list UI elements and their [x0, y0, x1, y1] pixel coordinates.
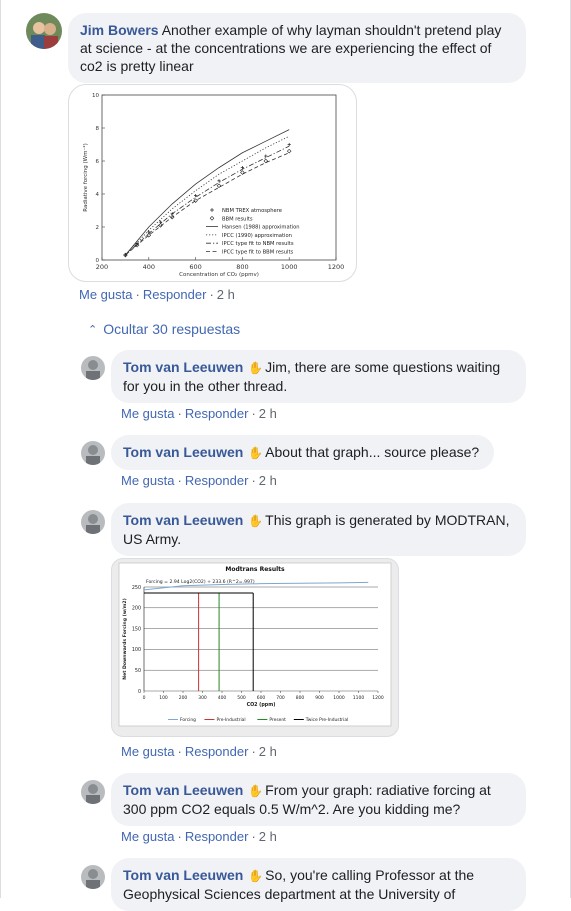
y-tick-label: 0 [95, 258, 99, 264]
legend-label: IPCC type fit to NBM results [222, 241, 294, 248]
reply-actions: Me gusta · Responder · 2 h [121, 406, 277, 421]
wave-icon: ✋ [248, 446, 264, 460]
reply-author[interactable]: Tom van Leeuwen [123, 359, 244, 375]
y-tick-label: 2 [95, 225, 99, 231]
legend-label: Twice Pre-Industrial [305, 718, 349, 723]
x-tick-label: 1200 [327, 263, 345, 271]
avatar[interactable] [81, 510, 105, 534]
reply-bubble [111, 773, 526, 826]
timestamp[interactable]: 2 h [216, 287, 235, 302]
reply-actions: Me gusta · Responder · 2 h [121, 473, 277, 488]
x-tick-label: 800 [295, 696, 305, 701]
y-tick-label: 100 [131, 648, 141, 654]
x-tick-label: 1200 [372, 696, 384, 701]
y-tick-label: 4 [95, 192, 99, 198]
legend-label: IPCC (1990) approximation [222, 232, 292, 239]
data-point [287, 149, 291, 153]
x-tick-label: 900 [315, 696, 324, 701]
reply-author[interactable]: Tom van Leeuwen [123, 512, 244, 528]
reply-author[interactable]: Tom van Leeuwen [123, 444, 244, 460]
x-tick-label: 700 [276, 696, 285, 701]
wave-icon: ✋ [248, 361, 264, 375]
x-tick-label: 0 [142, 696, 146, 701]
y-tick-label: 8 [95, 126, 99, 132]
reply-actions: Me gusta · Responder · 2 h [121, 829, 277, 844]
y-tick-label: 10 [92, 93, 99, 99]
chart-legend [206, 208, 300, 256]
reply-link[interactable]: Responder [184, 406, 249, 421]
reply-link[interactable]: Responder [142, 287, 207, 302]
reply-bubble [111, 858, 526, 911]
reply-bubble [111, 435, 494, 470]
hide-replies-label: Ocultar 30 respuestas [103, 321, 241, 337]
timestamp[interactable]: 2 h [258, 473, 277, 488]
reply-text: This graph is generated by MODTRAN, US Army. [123, 512, 510, 547]
comment-actions: Me gusta · Responder · 2 h [79, 287, 235, 302]
y-tick-label: 0 [137, 689, 141, 695]
like-link[interactable]: Me gusta [121, 744, 175, 759]
radiative-forcing-chart [69, 85, 356, 281]
legend-label: Present [269, 718, 286, 723]
legend-label: NBM TREX atmosphere [222, 208, 282, 214]
reply-bubble [111, 350, 526, 403]
chart-canvas [119, 563, 391, 726]
reply-link[interactable]: Responder [184, 744, 249, 759]
y-tick-label: 200 [131, 606, 141, 612]
x-tick-label: 100 [159, 696, 168, 701]
x-tick-label: 1000 [333, 696, 345, 701]
chevron-up-icon: ⌃ [88, 324, 98, 336]
wave-icon: ✋ [248, 514, 264, 528]
x-tick-label: 500 [237, 696, 246, 701]
x-tick-label: 300 [198, 696, 207, 701]
reply-link[interactable]: Responder [184, 829, 249, 844]
like-link[interactable]: Me gusta [121, 406, 175, 421]
series-line [125, 153, 289, 255]
x-tick-label: 1100 [352, 696, 365, 701]
x-tick-label: 200 [178, 696, 188, 701]
legend-label: Forcing [180, 718, 196, 723]
reply-text: About that graph... source please? [265, 444, 480, 460]
x-tick-label: 200 [95, 263, 109, 271]
avatar[interactable] [81, 865, 105, 889]
legend-swatch [210, 216, 214, 220]
legend-label: Pre-Industrial [216, 718, 246, 723]
y-tick-label: 250 [131, 585, 141, 591]
reply-text: Jim, there are some questions waiting for you in the other thread. [123, 359, 501, 394]
timestamp[interactable]: 2 h [258, 829, 277, 844]
comment-image[interactable] [68, 84, 357, 282]
y-tick-label: 6 [95, 159, 99, 165]
wave-icon: ✋ [248, 869, 264, 883]
modtran-chart [112, 559, 398, 736]
legend-label: IPCC type fit to BBM results [222, 249, 294, 256]
comment-bubble [68, 13, 526, 83]
reply-text: So, you're calling Professor at the Geophysical Sciences department at the University of [123, 867, 475, 902]
like-link[interactable]: Me gusta [121, 829, 175, 844]
x-axis-label: Concentration of CO₂ (ppmv) [179, 272, 259, 278]
x-tick-label: 400 [217, 696, 227, 701]
y-tick-label: 150 [131, 627, 141, 633]
timestamp[interactable]: 2 h [258, 406, 277, 421]
y-tick-label: 50 [134, 669, 141, 674]
plot-frame [102, 95, 336, 260]
legend-label: Hansen (1988) approximation [222, 224, 300, 231]
reply-author[interactable]: Tom van Leeuwen [123, 867, 244, 883]
x-tick-label: 400 [142, 263, 156, 271]
reply-bubble [111, 503, 526, 556]
y-axis-label: Radiative forcing (Wm⁻²) [83, 143, 89, 212]
like-link[interactable]: Me gusta [79, 287, 133, 302]
comment-author[interactable]: Jim Bowers [80, 22, 159, 38]
avatar[interactable] [81, 356, 105, 380]
avatar[interactable] [81, 441, 105, 465]
x-axis-label: CO2 (ppm) [246, 703, 276, 708]
timestamp[interactable]: 2 h [258, 744, 277, 759]
wave-icon: ✋ [248, 784, 264, 798]
chart-title: Modtrans Results [225, 566, 285, 573]
x-tick-label: 1000 [280, 263, 298, 271]
like-link[interactable]: Me gusta [121, 473, 175, 488]
avatar[interactable] [81, 780, 105, 804]
reply-link[interactable]: Responder [184, 473, 249, 488]
chart-subtitle: Forcing = 2.94 Log2(CO2) + 233.6 (R^2=.997) [146, 580, 255, 585]
x-tick-label: 600 [256, 696, 266, 701]
reply-image[interactable] [111, 558, 399, 737]
comment-text: Another example of why layman shouldn't pretend play at science - at the concentrations we are experiencing the effect of co2 is pretty linear [80, 22, 502, 74]
reply-author[interactable]: Tom van Leeuwen [123, 782, 244, 798]
x-tick-label: 800 [236, 263, 249, 271]
reply-actions: Me gusta · Responder · 2 h [121, 744, 277, 759]
avatar[interactable] [26, 13, 62, 49]
reply-text: From your graph: radiative forcing at 300 ppm CO2 equals 0.5 W/m^2. Are you kidding me? [123, 782, 491, 817]
hide-replies-toggle[interactable] [88, 321, 240, 337]
x-tick-label: 600 [189, 263, 202, 271]
y-axis-label: Net Downwards Forcing (w/m2) [123, 598, 128, 680]
legend-label: BBM results [222, 216, 253, 223]
left-border [0, 0, 1, 898]
